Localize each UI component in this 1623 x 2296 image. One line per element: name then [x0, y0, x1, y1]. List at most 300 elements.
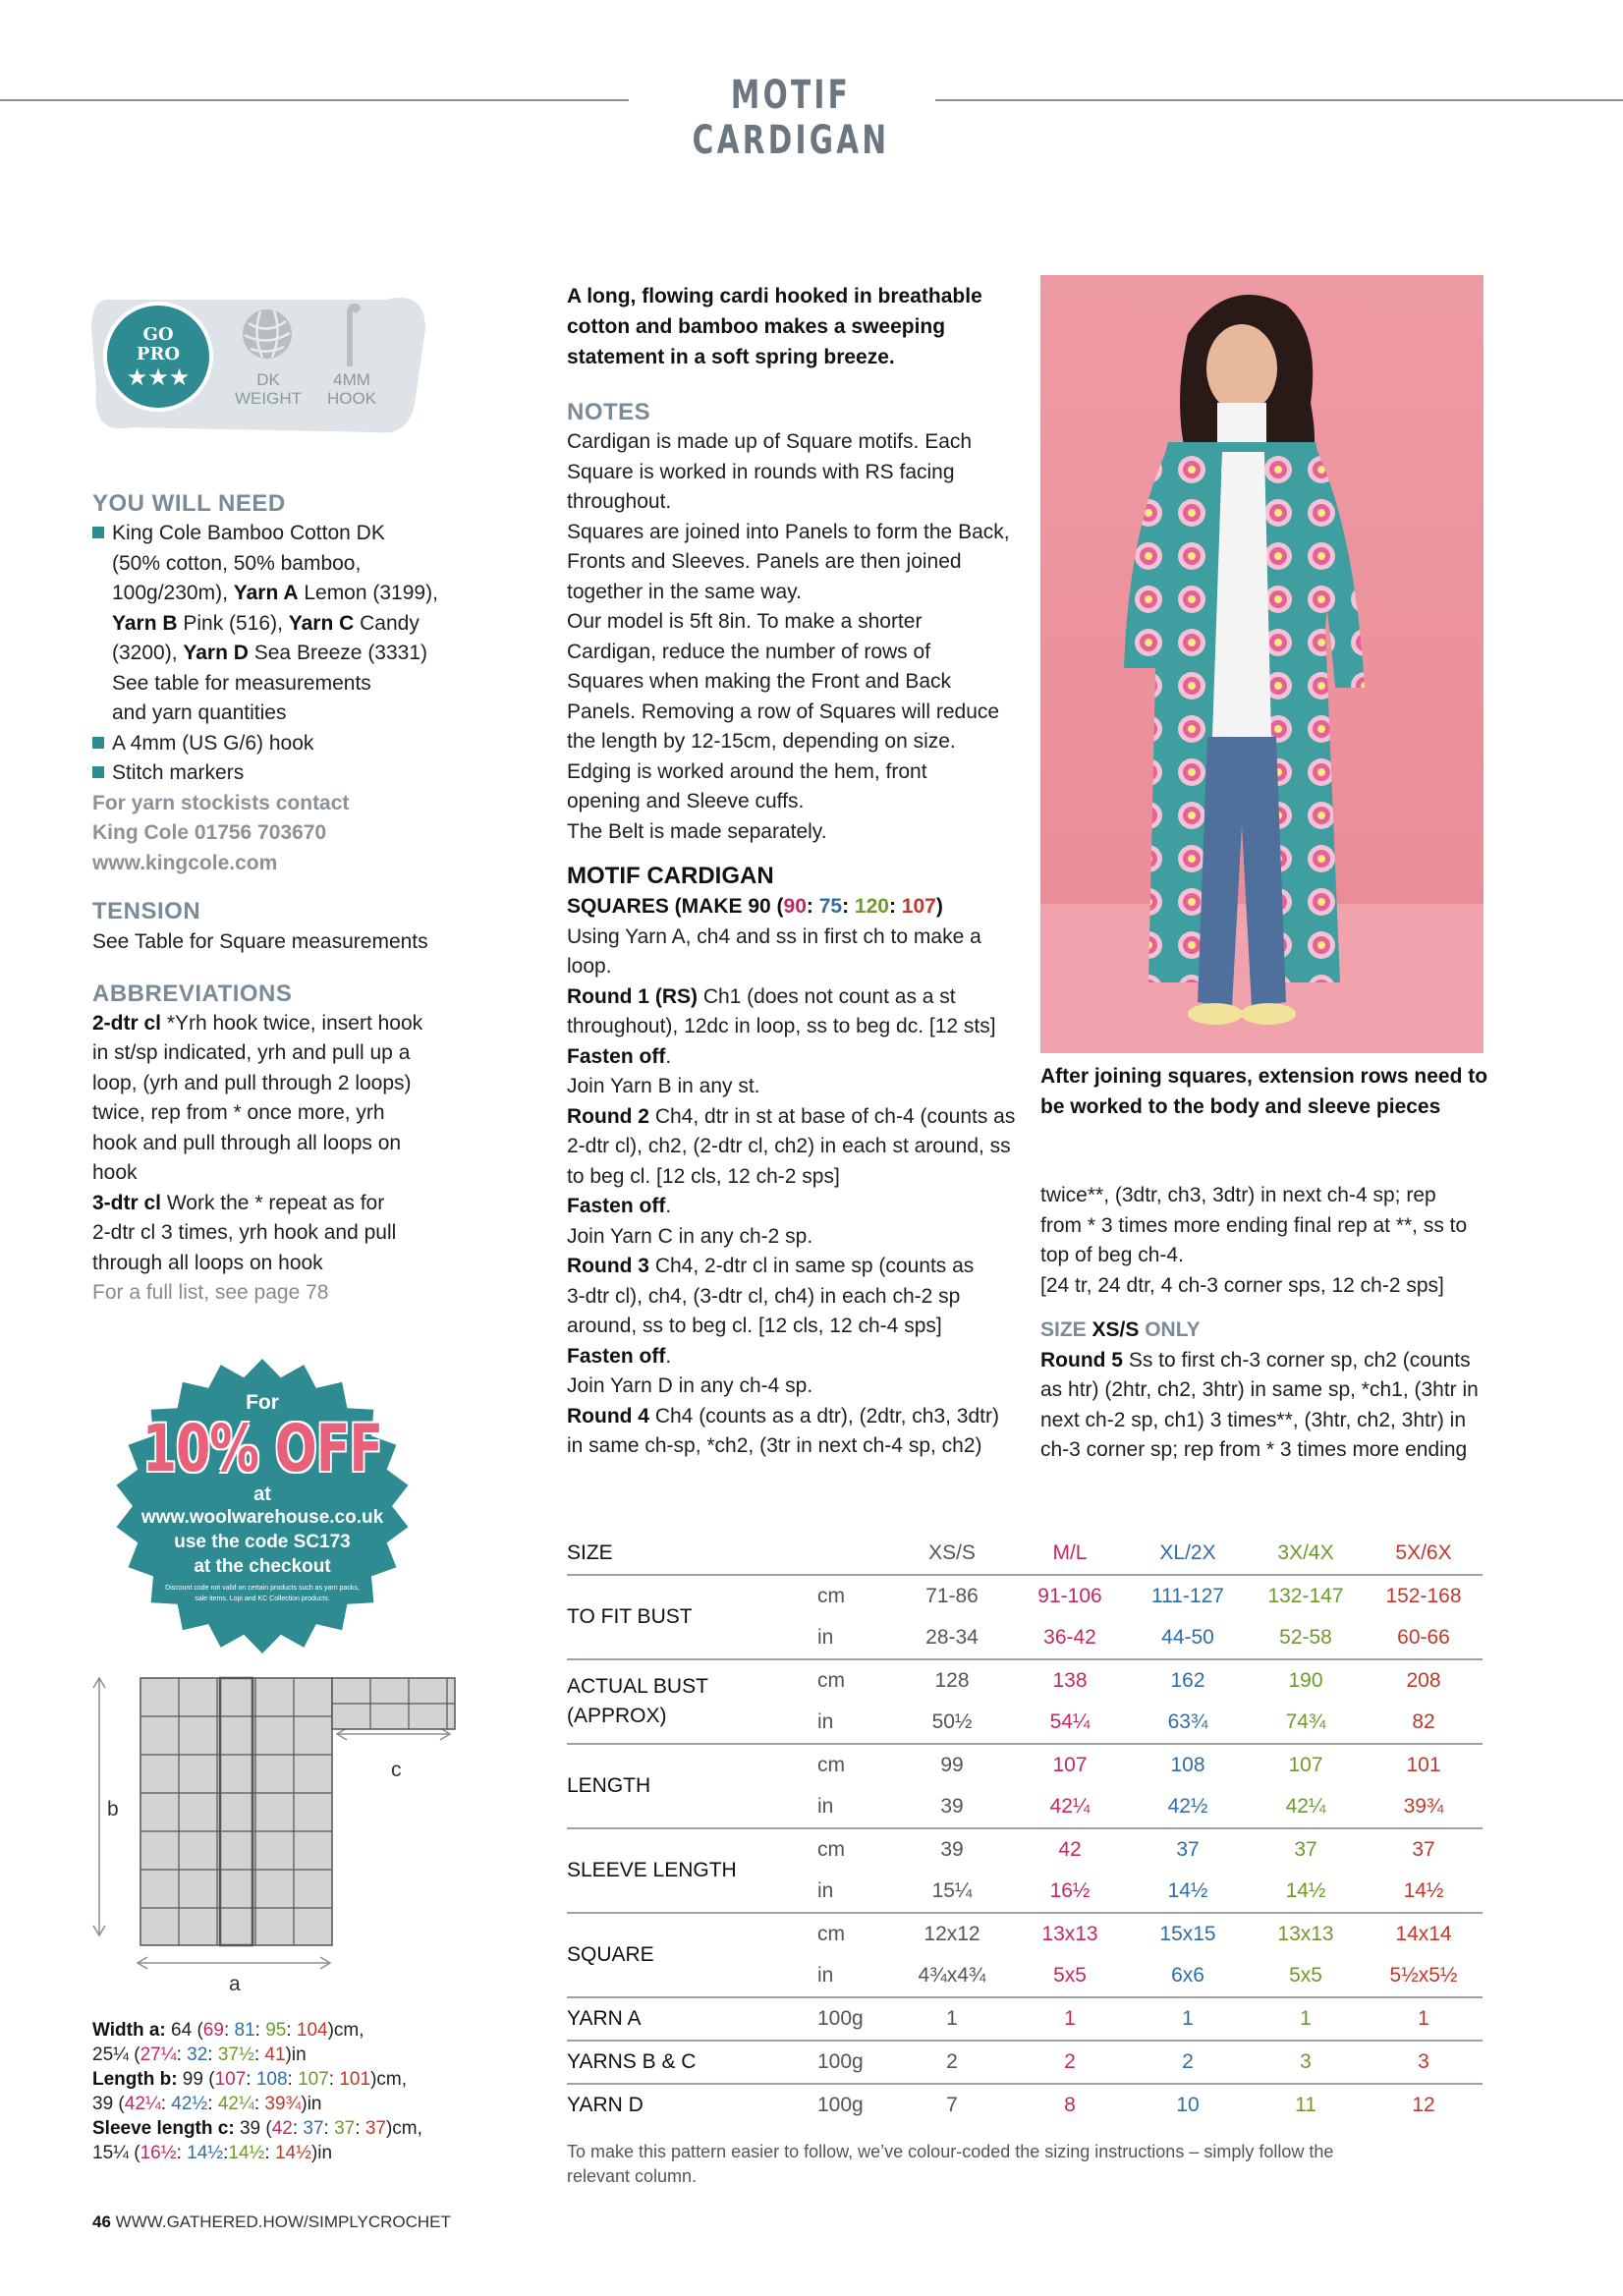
level-go: GO: [142, 324, 174, 345]
measurement-segment: 14½: [274, 2143, 311, 2163]
width-values-cm: [166, 2020, 364, 2041]
round-4-term: Round 4: [567, 1404, 649, 1428]
table-cell: 128: [934, 1669, 970, 1692]
measurement-segment: 81: [234, 2020, 255, 2041]
measurement-segment: :: [207, 2094, 218, 2114]
table-row-label-line: SQUARE: [567, 1943, 654, 1966]
width-label: Width a:: [92, 2020, 166, 2041]
abbr-2dtr-line-6: hook: [92, 1161, 138, 1184]
pattern-line: 2-dtr cl), ch2, (2-dtr cl, ch2) in each st around, ss: [567, 1135, 1011, 1157]
measurement-segment: 25¼ (: [92, 2044, 140, 2065]
table-cell: 108: [1170, 1754, 1205, 1776]
notes-line: Square is worked in rounds with RS facing: [567, 460, 955, 483]
table-unit-cell: in: [817, 1964, 834, 1987]
table-cell: 54¼: [1049, 1710, 1091, 1733]
yarn-line-1: King Cole Bamboo Cotton DK: [112, 522, 385, 544]
yarn-line-4a: Pink (516),: [177, 611, 289, 635]
yarn-c-term: Yarn C: [288, 611, 355, 635]
table-cell: 5x5: [1053, 1964, 1087, 1987]
table-unit-cell: in: [817, 1626, 834, 1649]
materials-markers: Stitch markers: [112, 761, 245, 784]
col3-line: from * 3 times more ending final rep at **, ss to: [1040, 1213, 1468, 1237]
table-cell: 6x6: [1171, 1964, 1204, 1987]
table-row-label: [567, 1659, 817, 1744]
round-2-term: Round 2: [567, 1104, 649, 1128]
abbreviations-list: [92, 1009, 466, 1309]
table-header-cell: XL/2X: [1159, 1541, 1216, 1564]
table-cell: 42: [1058, 1838, 1082, 1861]
table-row-label-line: ACTUAL BUST: [567, 1675, 708, 1698]
notes-line: the length by 12-15cm, depending on size.: [567, 730, 956, 753]
table-cell: 13x13: [1041, 1923, 1098, 1945]
notes-line: Cardigan, reduce the number of rows of: [567, 640, 931, 663]
width-line-1: [92, 2018, 466, 2043]
table-cell: 3: [1418, 2050, 1429, 2073]
measurement-segment: :: [223, 2143, 229, 2163]
yarn-line-2: (50% cotton, 50% bamboo,: [112, 551, 362, 575]
abbr-3dtr-line-3: through all loops on hook: [92, 1251, 323, 1274]
promo-checkout: at the checkout: [194, 1556, 331, 1577]
table-cell: 1: [1064, 2007, 1076, 2030]
measurement-segment: )cm,: [327, 2020, 364, 2041]
table-cell: 5x5: [1289, 1964, 1322, 1987]
table-cell: 14½: [1403, 1879, 1444, 1902]
squares-heading: [567, 892, 1029, 923]
measurement-segment: )in: [285, 2044, 307, 2065]
table-cell: 2: [1064, 2050, 1076, 2073]
measurement-segment: 99 (: [177, 2069, 215, 2090]
notes-line: Cardigan is made up of Square motifs. Each: [567, 430, 973, 453]
footnote-line-2: relevant column.: [567, 2166, 698, 2186]
promo-at: at: [253, 1484, 271, 1505]
footer-url[interactable]: WWW.GATHERED.HOW/SIMPLYCROCHET: [110, 2212, 451, 2231]
weight-line-2: WEIGHT: [235, 389, 302, 408]
sleeve-values-in: [92, 2143, 332, 2163]
bullet-icon: [92, 527, 104, 538]
promo-text: [110, 1391, 415, 1604]
size-only-heading: [1040, 1316, 1502, 1346]
measurement-segment: :: [223, 2020, 235, 2041]
hook-label: [312, 370, 391, 408]
dot: .: [665, 1044, 672, 1068]
yarn-line-5a: (3200),: [112, 642, 184, 664]
intro-line-2: cotton and bamboo makes a sweeping: [567, 315, 946, 338]
table-cell: 1: [1300, 2007, 1312, 2030]
table-cell: 14x14: [1395, 1923, 1452, 1945]
abbr-term-2dtr: 2-dtr cl: [92, 1011, 162, 1035]
table-cell: 2: [1182, 2050, 1194, 2073]
table-cell: 12x12: [923, 1923, 980, 1945]
sep: :: [806, 895, 819, 918]
measurement-segment: 15¼ (: [92, 2143, 140, 2163]
notes-heading: NOTES: [567, 399, 651, 425]
notes-line: Edging is worked around the hem, front: [567, 759, 927, 783]
squares-ml: 90: [783, 895, 807, 918]
stockists-line-1: For yarn stockists contact: [92, 791, 350, 814]
round-3-term: Round 3: [567, 1255, 649, 1277]
table-cell: 44-50: [1161, 1626, 1214, 1649]
schematic-grid: [140, 1678, 455, 1945]
middle-column: [567, 281, 1029, 1462]
measurement-segment: 107: [214, 2069, 247, 2090]
pattern-line: around, ss to beg cl. [12 cls, 12 ch-4 sps]: [567, 1315, 942, 1337]
table-cell: 190: [1288, 1669, 1323, 1692]
fasten-off-term: Fasten off: [567, 1344, 666, 1368]
notes-line: Fronts and Sleeves. Panels are then joined: [567, 550, 962, 573]
measurement-segment: 39 (: [92, 2094, 125, 2114]
measurement-segment: :: [323, 2118, 335, 2139]
table-yarn-row: [567, 2041, 1483, 2084]
promo-for: For: [246, 1391, 279, 1414]
table-row: [567, 1575, 1483, 1617]
measurement-segment: 42: [271, 2118, 293, 2139]
table-cell: 42¼: [1285, 1795, 1326, 1818]
table-row-label-line: LENGTH: [567, 1774, 651, 1797]
squares-5x: 107: [901, 895, 936, 918]
notes-line: Squares when making the Front and Back: [567, 670, 952, 693]
sep: ): [935, 895, 943, 918]
hook-icon: [337, 300, 366, 373]
yarn-line-4b: Candy: [354, 611, 420, 635]
notes-line: opening and Sleeve cuffs.: [567, 790, 805, 812]
table-cell: 2: [946, 2050, 958, 2073]
pattern-line: throughout), 12dc in loop, ss to beg dc. [12 sts]: [567, 1015, 996, 1037]
col3-line: Ss to first ch-3 corner sp, ch2 (counts: [1123, 1348, 1471, 1372]
yarn-line-3a: 100g/230m),: [112, 582, 234, 604]
table-cell: 107: [1288, 1754, 1323, 1776]
col3-line: [24 tr, 24 dtr, 4 ch-3 corner sps, 12 ch-2 sps]: [1040, 1273, 1444, 1297]
pattern-text: [567, 892, 1029, 1462]
level-stars: ★★★: [126, 364, 191, 391]
measurement-segment: 32: [187, 2044, 208, 2065]
col3-line: as htr) (2htr, ch2, 3htr) in same sp, *ch1, (3htr in: [1040, 1378, 1479, 1401]
level-pro: PRO: [136, 344, 181, 364]
intro-line-3: statement in a soft spring breeze.: [567, 346, 895, 368]
table-cell: 39¾: [1403, 1795, 1444, 1818]
table-row-label: YARN A: [567, 2007, 642, 2030]
yarn-line-3b: Lemon (3199),: [298, 582, 438, 604]
pattern-line: 3-dtr cl), ch4, (3-dtr cl, ch4) in each ch-2 sp: [567, 1284, 961, 1308]
measurement-segment: :: [355, 2118, 365, 2139]
measurement-segment: 64 (: [165, 2020, 203, 2041]
table-cell: 39: [940, 1838, 964, 1861]
table-cell: 42½: [1167, 1795, 1208, 1818]
measurement-segment: :: [254, 2020, 266, 2041]
table-header-cell: M/L: [1052, 1541, 1088, 1564]
pattern-line: Ch1 (does not count as a st: [697, 984, 956, 1008]
measurement-segment: 104: [296, 2020, 328, 2041]
table-cell: 1: [1182, 2007, 1194, 2030]
measurement-segment: :: [286, 2020, 297, 2041]
measurement-segment: 37: [303, 2118, 324, 2139]
left-column: [92, 489, 466, 1309]
table-yarn-row: [567, 2084, 1483, 2126]
width-line-2: [92, 2043, 466, 2067]
pattern-line: Join Yarn C in any ch-2 sp.: [567, 1224, 813, 1248]
fasten-off-term: Fasten off: [567, 1195, 666, 1217]
col3-line: top of beg ch-4.: [1040, 1244, 1184, 1266]
sleeve-values-cm: [235, 2118, 422, 2139]
yarn-ball-icon: [239, 306, 296, 367]
table-cell: 4¾x4¾: [918, 1964, 986, 1987]
table-footnote: [567, 2140, 1483, 2189]
table-row: [567, 1828, 1483, 1871]
measurement-segment: :: [207, 2044, 218, 2065]
col3-line: twice**, (3dtr, ch3, 3dtr) in next ch-4 sp; rep: [1040, 1184, 1436, 1206]
measurement-segment: :: [328, 2069, 340, 2090]
measurement-segment: )cm,: [385, 2118, 422, 2139]
table-cell: 111-127: [1151, 1585, 1224, 1607]
skill-badge-panel: [91, 290, 425, 437]
table-cell: 152-168: [1385, 1585, 1462, 1607]
table-cell: 63¾: [1167, 1710, 1208, 1733]
table-unit-cell: cm: [817, 1585, 845, 1607]
schematic-label-a: a: [229, 1973, 241, 1995]
notes-text: [567, 427, 1029, 847]
notes-line: Our model is 5ft 8in. To make a shorter: [567, 610, 923, 633]
measurement-segment: 42¼: [124, 2094, 161, 2114]
table-row-label: [567, 1575, 817, 1659]
page-title: MOTIF CARDIGAN: [692, 73, 890, 163]
table-cell: 138: [1052, 1669, 1088, 1692]
table-cell: 208: [1406, 1669, 1441, 1692]
table-cell: 11: [1295, 2094, 1316, 2116]
intro-line-1: A long, flowing cardi hooked in breathable: [567, 285, 982, 308]
measurement-segment: :: [253, 2094, 265, 2114]
measurement-segment: 37½: [217, 2044, 254, 2065]
hook-line-2: HOOK: [326, 389, 377, 408]
table-cell: 71-86: [925, 1585, 979, 1607]
yarn-a-term: Yarn A: [233, 582, 299, 604]
notes-line: The Belt is made separately.: [567, 819, 827, 843]
table-cell: 13x13: [1277, 1923, 1334, 1945]
table-unit-cell: cm: [817, 1838, 845, 1861]
size-table-grid: [567, 1533, 1483, 2126]
schematic-label-c: c: [391, 1759, 402, 1781]
measurement-segment: 14½: [228, 2143, 265, 2163]
squares-3x: 120: [854, 895, 889, 918]
pattern-line: Join Yarn B in any st.: [567, 1075, 760, 1097]
table-cell: 12: [1412, 2094, 1435, 2116]
pattern-line: Join Yarn D in any ch-4 sp.: [567, 1374, 813, 1397]
promo-offer: 10% OFF: [141, 1411, 383, 1486]
measurement-segment: )cm,: [370, 2069, 407, 2090]
table-cell: 15¼: [931, 1879, 973, 1902]
footnote-line-1: To make this pattern easier to follow, we’ve colour-coded the sizing instructions – simply follow the: [567, 2142, 1334, 2161]
notes-line: Panels. Removing a row of Squares will reduce: [567, 700, 1000, 723]
table-row-label: [567, 1828, 817, 1913]
table-cell: 36-42: [1043, 1626, 1096, 1649]
table-header-row: [567, 1533, 1483, 1575]
promo-fine-2: sale items, Lopi and KC Collection products.: [195, 1596, 330, 1602]
table-cell: 52-58: [1279, 1626, 1332, 1649]
measurement-segment: :: [287, 2069, 299, 2090]
dot: .: [665, 1344, 672, 1368]
measurement-segment: :: [253, 2044, 265, 2065]
sleeve-label: Sleeve length c:: [92, 2118, 235, 2139]
promo-code: use the code SC173: [174, 1532, 351, 1552]
table-unit-cell: cm: [817, 1923, 845, 1945]
tension-text: See Table for Square measurements: [92, 930, 428, 953]
measurement-segment: 37: [364, 2118, 386, 2139]
measurement-segment: :: [264, 2143, 275, 2163]
pattern-line: Ch4, 2-dtr cl in same sp (counts as: [649, 1255, 975, 1277]
table-cell: 74¾: [1285, 1710, 1326, 1733]
pattern-line: Using Yarn A, ch4 and ss in first ch to make a: [567, 924, 981, 948]
full-list-link[interactable]: For a full list, see page 78: [92, 1281, 329, 1304]
table-header-cell: XS/S: [928, 1541, 976, 1564]
table-cell: 3: [1300, 2050, 1312, 2073]
table-row-label: YARNS B & C: [567, 2050, 697, 2073]
table-header-size: SIZE: [567, 1541, 613, 1564]
length-line-1: [92, 2067, 466, 2092]
width-values-in: [92, 2044, 307, 2065]
table-cell: 16½: [1049, 1879, 1091, 1902]
table-cell: 162: [1170, 1669, 1205, 1692]
table-row-label: [567, 1913, 817, 1997]
table-cell: 107: [1052, 1754, 1088, 1776]
measurement-segment: 95: [265, 2020, 287, 2041]
level-circle: [103, 302, 213, 412]
promo-fine-1: Discount code not valid on certain products such as yarn packs,: [165, 1585, 360, 1592]
table-row-label-line: TO FIT BUST: [567, 1605, 693, 1628]
table-cell: 37: [1294, 1838, 1317, 1861]
weight-line-1: DK: [256, 370, 280, 389]
yarn-line-7: and yarn quantities: [112, 701, 287, 724]
table-row: [567, 1659, 1483, 1702]
table-unit-cell: cm: [817, 1754, 845, 1776]
fasten-off-term: Fasten off: [567, 1044, 666, 1068]
page-number: 46: [92, 2212, 111, 2231]
table-yarn-row: [567, 1997, 1483, 2041]
notes-line: Squares are joined into Panels to form the Back,: [567, 520, 1010, 543]
abbreviations-heading: ABBREVIATIONS: [92, 980, 293, 1007]
table-cell: 15x15: [1159, 1923, 1216, 1945]
measurement-segment: 107: [298, 2069, 329, 2090]
measurement-segment: :: [176, 2044, 188, 2065]
weight-label: [229, 370, 308, 408]
table-cell: 1: [1418, 2007, 1429, 2030]
measurement-segment: )in: [310, 2143, 333, 2163]
notes-line: together in the same way.: [567, 580, 802, 603]
measurement-segment: 108: [255, 2069, 288, 2090]
measurement-segment: :: [160, 2094, 172, 2114]
squares-label: SQUARES (MAKE 90 (: [567, 895, 784, 918]
measurement-segment: 42¼: [217, 2094, 254, 2114]
sep: :: [842, 895, 855, 918]
table-unit-cell: in: [817, 1710, 834, 1733]
table-cell: 42¼: [1049, 1795, 1091, 1818]
measurement-segment: 42½: [171, 2094, 208, 2114]
length-line-2: [92, 2092, 466, 2116]
measurement-segment: 39¾: [264, 2094, 302, 2114]
measurement-segment: 41: [264, 2044, 286, 2065]
table-cell: 14½: [1285, 1879, 1326, 1902]
abbr-2dtr-line-4: twice, rep from * once more, yrh: [92, 1101, 385, 1124]
pattern-line: in same ch-sp, *ch2, (3tr in next ch-4 sp, ch2): [567, 1434, 982, 1457]
table-cell: 5½x5½: [1389, 1964, 1458, 1987]
measurement-segment: :: [176, 2143, 188, 2163]
table-row-label-line: (APPROX): [567, 1705, 667, 1727]
table-row: [567, 1913, 1483, 1955]
measurement-segment: 16½: [140, 2143, 177, 2163]
promo-site: www.woolwarehouse.co.uk: [140, 1507, 384, 1528]
materials-hook: A 4mm (US G/6) hook: [112, 731, 314, 755]
round-5-term: Round 5: [1040, 1348, 1123, 1372]
tension-heading: TENSION: [92, 898, 201, 924]
measurement-segment: 37: [334, 2118, 356, 2139]
measurement-segment: 39 (: [234, 2118, 272, 2139]
length-label: Length b:: [92, 2069, 178, 2090]
abbr-3dtr-line-1: Work the * repeat as for: [161, 1191, 385, 1214]
header-rule-right: [935, 99, 1623, 101]
table-unit-cell: cm: [817, 1669, 845, 1692]
sleeve-line-1: [92, 2116, 466, 2141]
table-cell: 101: [1406, 1754, 1441, 1776]
table-row-label: YARN D: [567, 2094, 644, 2116]
table-cell: 14½: [1167, 1879, 1208, 1902]
table-cell: 7: [946, 2094, 958, 2116]
sep: :: [888, 895, 902, 918]
promo-badge[interactable]: [110, 1354, 415, 1658]
measurement-segment: :: [292, 2118, 304, 2139]
model-photo: [1040, 275, 1483, 1053]
caption-line-1: After joining squares, extension rows need to: [1040, 1065, 1488, 1088]
table-header-cell: 3X/4X: [1277, 1541, 1334, 1564]
dot: .: [665, 1195, 672, 1217]
cardigan-schematic: [86, 1670, 479, 1994]
abbr-2dtr-line-5: hook and pull through all loops on: [92, 1131, 402, 1154]
yarn-b-term: Yarn B: [112, 611, 178, 635]
measurement-segment: 69: [202, 2020, 224, 2041]
table-cell: 50½: [931, 1710, 973, 1733]
length-values-in: [92, 2094, 322, 2114]
col3-line: next ch-2 sp, ch1) 3 times**, (3htr, ch2, 3htr) in: [1040, 1408, 1467, 1431]
abbr-2dtr-line-3: loop, (yrh and pull through 2 loops): [92, 1071, 412, 1094]
you-will-need-heading: YOU WILL NEED: [92, 490, 286, 517]
abbr-term-3dtr: 3-dtr cl: [92, 1191, 162, 1214]
measurement-segment: 27¼: [140, 2044, 177, 2065]
schematic-svg: [86, 1670, 479, 1994]
table-unit-cell: 100g: [817, 2007, 864, 2030]
header-rule-left: [0, 99, 629, 101]
table-unit-col: [817, 1533, 893, 1575]
yarn-line-6: See table for measurements: [112, 671, 371, 695]
table-cell: 132-147: [1267, 1585, 1344, 1607]
right-column: [1040, 1181, 1502, 1466]
table-unit-cell: in: [817, 1795, 834, 1818]
measurement-segment: 101: [339, 2069, 371, 2090]
table-header-cell: 5X/6X: [1395, 1541, 1452, 1564]
table-row: [567, 1744, 1483, 1786]
pattern-line: loop.: [567, 955, 612, 978]
pattern-line: Ch4 (counts as a dtr), (2dtr, ch3, 3dtr): [649, 1404, 999, 1428]
length-values-cm: [178, 2069, 407, 2090]
abbr-2dtr-line-2: in st/sp indicated, yrh and pull up a: [92, 1041, 411, 1064]
pattern-line: to beg cl. [12 cls, 12 ch-2 sps]: [567, 1164, 840, 1188]
col3-line: ch-3 corner sp; rep from * 3 times more ending: [1040, 1438, 1468, 1461]
measurement-segment: :: [246, 2069, 256, 2090]
stockists-link[interactable]: www.kingcole.com: [92, 851, 278, 874]
table-unit-cell: 100g: [817, 2050, 864, 2073]
page-footer: [92, 2212, 451, 2232]
sleeve-line-2: [92, 2141, 466, 2165]
photo-caption: [1040, 1061, 1492, 1122]
table-row-label-line: SLEEVE LENGTH: [567, 1859, 737, 1881]
table-cell: 39: [940, 1795, 964, 1818]
size-table: [567, 1533, 1483, 2189]
size-only: ONLY: [1139, 1318, 1201, 1341]
